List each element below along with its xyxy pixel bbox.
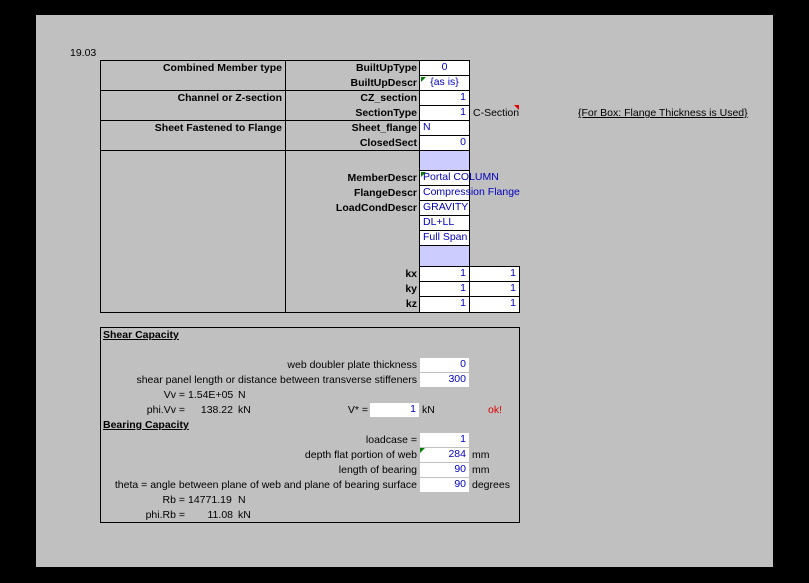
theta-unit: degrees [472,479,510,491]
kx-cell-1[interactable]: 1 [419,266,470,282]
cz-section-label: CZ_section [360,92,417,104]
highlight-cell[interactable] [419,245,470,267]
v-star-unit: kN [422,404,435,416]
bearing-length-unit: mm [472,464,490,476]
load-combination-cell[interactable]: DL+LL [419,215,470,231]
builtup-descr-cell[interactable]: {as is} [419,75,470,91]
builtup-type-cell[interactable]: 0 [419,60,470,76]
theta-label: theta = angle between plane of web and plane of bearing surface [114,479,417,491]
rb-unit: N [238,494,246,506]
v-star-cell[interactable]: 1 [370,403,419,417]
closed-sect-label: ClosedSect [359,137,417,149]
load-cond-label: LoadCondDescr [335,202,417,214]
rb-label: Rb = [162,494,185,506]
cz-section-cell[interactable]: 1 [419,90,470,106]
bearing-length-cell[interactable]: 90 [420,463,469,477]
kz-cell-1[interactable]: 1 [419,296,470,313]
shear-check-status: ok! [488,404,503,416]
grid-line [100,150,420,151]
ky-label: ky [405,283,417,295]
rb-value: 14771.19 [188,494,232,506]
version-label: 19.03 [70,47,97,59]
shear-capacity-title: Shear Capacity [103,329,179,341]
kz-cell-2[interactable]: 1 [469,296,520,313]
spreadsheet-area [36,15,773,567]
vv-label: Vv = [163,389,185,401]
combined-member-label: Combined Member type [162,62,282,74]
ky-cell-1[interactable]: 1 [419,281,470,297]
comment-indicator-icon [420,448,425,453]
kx-cell-2[interactable]: 1 [469,266,520,282]
kz-label: kz [405,298,417,310]
sheet-flange-label: Sheet_flange [351,122,417,134]
highlight-cell[interactable] [419,150,470,171]
closed-sect-cell[interactable]: 0 [419,135,470,151]
depth-web-unit: mm [472,449,490,461]
v-star-label: V* = [347,404,368,416]
builtup-descr-label: BuiltUpDescr [350,77,417,89]
bearing-length-label: length of bearing [338,464,417,476]
doubler-cell[interactable]: 0 [420,358,469,372]
sheet-flange-cell[interactable]: N [419,120,470,136]
bearing-capacity-title: Bearing Capacity [103,419,189,431]
panel-length-label: shear panel length or distance between transverse stiffeners [136,374,417,386]
member-descr-cell[interactable]: Portal COLUMN [419,170,470,186]
grid-line [100,60,420,61]
flange-descr-label: FlangeDescr [353,187,417,199]
phi-vv-value: 138.22 [200,404,233,416]
comment-indicator-icon [421,77,426,82]
comment-indicator-icon [421,172,426,177]
depth-web-label: depth flat portion of web [304,449,417,461]
section-type-label: SectionType [355,107,417,119]
flange-descr-cell[interactable]: Compression Flange [419,185,470,201]
builtup-type-label: BuiltUpType [355,62,417,74]
ky-cell-2[interactable]: 1 [469,281,520,297]
sheet-fastened-label: Sheet Fastened to Flange [154,122,282,134]
phi-rb-unit: kN [238,509,251,521]
member-descr-label: MemberDescr [347,172,417,184]
vv-unit: N [238,389,246,401]
phi-vv-unit: kN [238,404,251,416]
theta-cell[interactable]: 90 [420,478,469,492]
grid-line [100,120,420,121]
phi-rb-value: 11.08 [207,509,233,521]
doubler-label: web doubler plate thickness [287,359,417,371]
grid-line [100,312,420,313]
loadcase-cell[interactable]: 1 [420,433,469,447]
load-cond-cell[interactable]: GRAVITY [419,200,470,216]
span-cell[interactable]: Full Span [419,230,470,246]
panel-length-cell[interactable]: 300 [420,373,469,387]
box-flange-note: {For Box: Flange Thickness is Used} [578,107,748,119]
section-type-cell[interactable]: 1 [419,105,470,121]
section-type-text: C-Section [473,107,520,119]
kx-label: kx [405,268,417,280]
vv-value: 1.54E+05 [188,389,234,401]
phi-vv-label: phi.Vv = [146,404,185,416]
depth-web-cell[interactable]: 284 [420,448,469,462]
comment-indicator-icon [514,105,519,110]
loadcase-label: loadcase = [365,434,417,446]
phi-rb-label: phi.Rb = [145,509,185,521]
grid-line [100,90,420,91]
channel-label: Channel or Z-section [177,92,282,104]
